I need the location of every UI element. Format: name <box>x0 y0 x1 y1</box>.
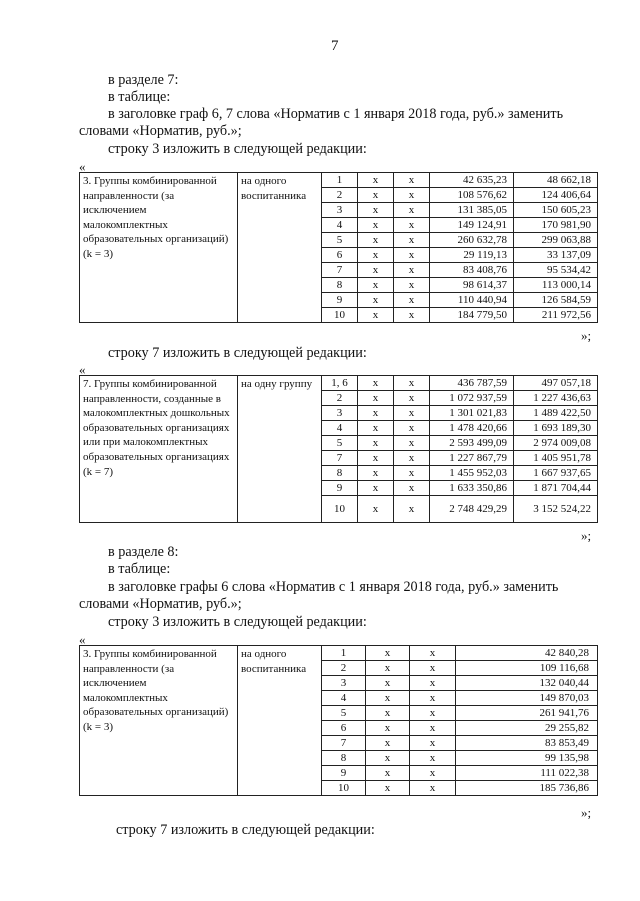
cell-v2: 1 405 951,78 <box>514 451 598 466</box>
para-row3-8: строку 3 изложить в следующей редакции: <box>108 614 367 630</box>
cell-v2: 95 534,42 <box>514 263 598 278</box>
cell-b: х <box>410 781 456 796</box>
cell-b: х <box>394 203 430 218</box>
unit-cell: на одного воспитанника <box>238 646 322 796</box>
cell-v1: 2 593 499,09 <box>430 436 514 451</box>
cell-a: х <box>366 781 410 796</box>
cell-v1: 149 870,03 <box>456 691 598 706</box>
cell-b: х <box>410 661 456 676</box>
cell-b: х <box>394 391 430 406</box>
table-row <box>80 173 598 188</box>
cell-n: 8 <box>322 466 358 481</box>
cell-v1: 2 748 429,29 <box>430 496 514 523</box>
cell-a: х <box>366 676 410 691</box>
cell-n: 7 <box>322 263 358 278</box>
cell-v1: 83 408,76 <box>430 263 514 278</box>
cell-v1: 99 135,98 <box>456 751 598 766</box>
cell-v2: 113 000,14 <box>514 278 598 293</box>
cell-v1: 131 385,05 <box>430 203 514 218</box>
cell-n: 10 <box>322 308 358 323</box>
cell-v1: 1 301 021,83 <box>430 406 514 421</box>
cell-b: х <box>410 766 456 781</box>
cell-b: х <box>410 721 456 736</box>
cell-b: х <box>410 751 456 766</box>
cell-a: х <box>366 736 410 751</box>
cell-b: х <box>394 466 430 481</box>
cell-v2: 3 152 524,22 <box>514 496 598 523</box>
cell-b: х <box>394 218 430 233</box>
cell-a: х <box>358 496 394 523</box>
para-header-change-cont: словами «Норматив, руб.»; <box>79 123 242 139</box>
para-header-change: в заголовке граф 6, 7 слова «Норматив с 1 января 2018 года, руб.» заменить <box>108 106 564 122</box>
cell-a: х <box>366 691 410 706</box>
cell-b: х <box>394 233 430 248</box>
para-row3: строку 3 изложить в следующей редакции: <box>108 141 367 157</box>
cell-b: х <box>410 706 456 721</box>
cell-n: 9 <box>322 481 358 496</box>
cell-b: х <box>394 406 430 421</box>
cell-a: х <box>366 661 410 676</box>
table-section7-row7 <box>79 375 598 523</box>
cell-b: х <box>394 263 430 278</box>
cell-n: 4 <box>322 218 358 233</box>
cell-v2: 1 489 422,50 <box>514 406 598 421</box>
cell-b: х <box>410 736 456 751</box>
cell-a: х <box>358 173 394 188</box>
cell-v1: 83 853,49 <box>456 736 598 751</box>
cell-v1: 109 116,68 <box>456 661 598 676</box>
cell-b: х <box>394 188 430 203</box>
open-quote: « <box>79 632 86 647</box>
cell-n: 6 <box>322 721 366 736</box>
cell-n: 1, 6 <box>322 376 358 391</box>
table-section8-row3 <box>79 645 598 796</box>
cell-b: х <box>394 248 430 263</box>
cell-n: 4 <box>322 421 358 436</box>
cell-v1: 185 736,86 <box>456 781 598 796</box>
cell-v1: 1 455 952,03 <box>430 466 514 481</box>
cell-b: х <box>410 691 456 706</box>
cell-b: х <box>394 173 430 188</box>
para-header-change-8: в заголовке графы 6 слова «Норматив с 1 января 2018 года, руб.» заменить <box>108 579 559 595</box>
cell-v2: 1 667 937,65 <box>514 466 598 481</box>
unit-cell: на одну группу <box>238 376 322 523</box>
cell-n: 9 <box>322 766 366 781</box>
cell-a: х <box>358 203 394 218</box>
cell-a: х <box>366 751 410 766</box>
cell-v1: 29 255,82 <box>456 721 598 736</box>
cell-v1: 42 635,23 <box>430 173 514 188</box>
cell-v1: 260 632,78 <box>430 233 514 248</box>
cell-v1: 98 614,37 <box>430 278 514 293</box>
group-name-cell: 3. Группы комбинированной направленности (за исключением малокомплектных образовательных организаций) (k = 3) <box>80 173 238 323</box>
cell-a: х <box>358 263 394 278</box>
table-row <box>80 646 598 661</box>
cell-n: 1 <box>322 173 358 188</box>
cell-v2: 48 662,18 <box>514 173 598 188</box>
cell-v1: 436 787,59 <box>430 376 514 391</box>
table-section7-row3 <box>79 172 598 323</box>
para-table: в таблице: <box>108 89 171 105</box>
cell-n: 3 <box>322 406 358 421</box>
cell-a: х <box>358 248 394 263</box>
cell-v1: 184 779,50 <box>430 308 514 323</box>
cell-v2: 170 981,90 <box>514 218 598 233</box>
cell-a: х <box>358 481 394 496</box>
cell-a: х <box>358 308 394 323</box>
cell-a: х <box>358 278 394 293</box>
page-number: 7 <box>331 38 339 54</box>
cell-v1: 261 941,76 <box>456 706 598 721</box>
cell-a: х <box>358 406 394 421</box>
cell-v1: 108 576,62 <box>430 188 514 203</box>
cell-a: х <box>358 436 394 451</box>
cell-v1: 1 633 350,86 <box>430 481 514 496</box>
cell-n: 10 <box>322 496 358 523</box>
cell-v1: 110 440,94 <box>430 293 514 308</box>
cell-n: 7 <box>322 451 358 466</box>
cell-n: 10 <box>322 781 366 796</box>
cell-v1: 1 227 867,79 <box>430 451 514 466</box>
cell-v2: 124 406,64 <box>514 188 598 203</box>
unit-cell: на одного воспитанника <box>238 173 322 323</box>
cell-a: х <box>366 706 410 721</box>
cell-b: х <box>394 308 430 323</box>
para-table-8: в таблице: <box>108 561 171 577</box>
cell-n: 2 <box>322 188 358 203</box>
cell-v2: 2 974 009,08 <box>514 436 598 451</box>
cell-a: х <box>358 466 394 481</box>
close-quote: »; <box>581 528 592 543</box>
cell-n: 8 <box>322 278 358 293</box>
cell-n: 8 <box>322 751 366 766</box>
cell-v2: 1 871 704,44 <box>514 481 598 496</box>
cell-n: 6 <box>322 248 358 263</box>
cell-v1: 111 022,38 <box>456 766 598 781</box>
para-header-change-8-cont: словами «Норматив, руб.»; <box>79 596 242 612</box>
cell-v1: 1 072 937,59 <box>430 391 514 406</box>
cell-a: х <box>358 391 394 406</box>
cell-b: х <box>394 481 430 496</box>
close-quote: »; <box>581 805 592 820</box>
cell-a: х <box>366 646 410 661</box>
cell-b: х <box>394 436 430 451</box>
cell-v1: 132 040,44 <box>456 676 598 691</box>
cell-n: 2 <box>322 661 366 676</box>
cell-n: 5 <box>322 436 358 451</box>
cell-n: 7 <box>322 736 366 751</box>
cell-b: х <box>394 451 430 466</box>
group-name-cell: 7. Группы комбинированной направленности, созданные в малокомплектных дошкольных образовательных организациях или при малокомплектных образовательных организациях (k = 7) <box>80 376 238 523</box>
open-quote: « <box>79 159 86 174</box>
cell-n: 5 <box>322 233 358 248</box>
cell-a: х <box>358 188 394 203</box>
cell-n: 9 <box>322 293 358 308</box>
cell-v2: 497 057,18 <box>514 376 598 391</box>
cell-v1: 1 478 420,66 <box>430 421 514 436</box>
cell-n: 2 <box>322 391 358 406</box>
cell-b: х <box>394 293 430 308</box>
cell-n: 4 <box>322 691 366 706</box>
cell-a: х <box>366 721 410 736</box>
cell-v2: 33 137,09 <box>514 248 598 263</box>
cell-b: х <box>394 376 430 391</box>
para-section7: в разделе 7: <box>108 72 179 88</box>
cell-b: х <box>410 646 456 661</box>
cell-b: х <box>394 496 430 523</box>
cell-v2: 1 227 436,63 <box>514 391 598 406</box>
group-name-cell: 3. Группы комбинированной направленности (за исключением малокомплектных образовательных организаций) (k = 3) <box>80 646 238 796</box>
para-section8: в разделе 8: <box>108 544 179 560</box>
close-quote: »; <box>581 328 592 343</box>
table-row <box>80 376 598 391</box>
cell-v1: 42 840,28 <box>456 646 598 661</box>
cell-v1: 149 124,91 <box>430 218 514 233</box>
cell-n: 3 <box>322 676 366 691</box>
cell-a: х <box>358 218 394 233</box>
para-row7: строку 7 изложить в следующей редакции: <box>108 345 367 361</box>
cell-b: х <box>394 278 430 293</box>
cell-v2: 299 063,88 <box>514 233 598 248</box>
cell-a: х <box>358 293 394 308</box>
cell-n: 3 <box>322 203 358 218</box>
cell-v2: 150 605,23 <box>514 203 598 218</box>
cell-a: х <box>358 451 394 466</box>
cell-v2: 211 972,56 <box>514 308 598 323</box>
cell-v1: 29 119,13 <box>430 248 514 263</box>
cell-v2: 1 693 189,30 <box>514 421 598 436</box>
open-quote: « <box>79 362 86 377</box>
cell-a: х <box>366 766 410 781</box>
cell-b: х <box>410 676 456 691</box>
cell-a: х <box>358 233 394 248</box>
cell-a: х <box>358 376 394 391</box>
cell-n: 5 <box>322 706 366 721</box>
cell-a: х <box>358 421 394 436</box>
cell-v2: 126 584,59 <box>514 293 598 308</box>
para-row7-8: строку 7 изложить в следующей редакции: <box>116 822 375 838</box>
cell-b: х <box>394 421 430 436</box>
cell-n: 1 <box>322 646 366 661</box>
